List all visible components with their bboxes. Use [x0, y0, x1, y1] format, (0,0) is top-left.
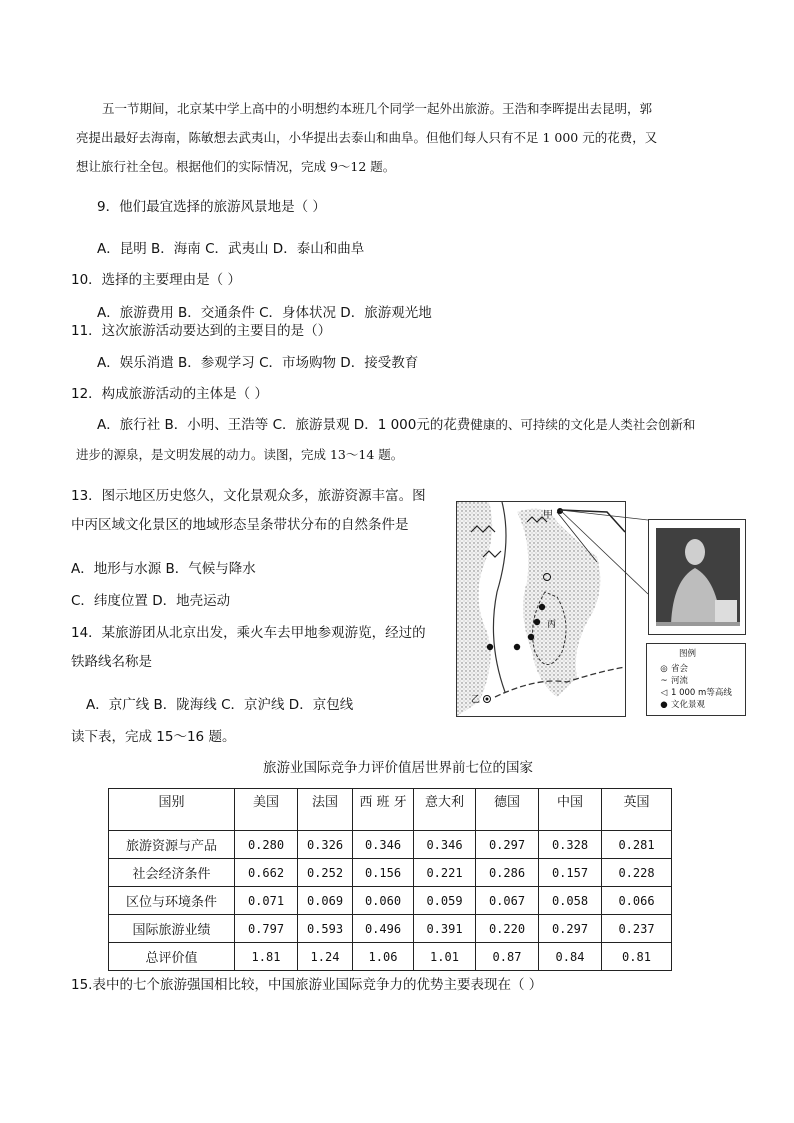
table-row-label: 社会经济条件: [109, 859, 235, 887]
question-9-stem: 9．他们最宜选择的旅游风景地是（ ）: [97, 199, 326, 215]
table-cell: 0.156: [353, 859, 414, 887]
table-cell: 0.059: [414, 887, 476, 915]
table-cell: 1.24: [298, 943, 353, 971]
table-cell: 0.662: [235, 859, 298, 887]
question-12-options-text: A．旅行社 B．小明、王浩等 C．旅游景观 D．1 000元的花费: [97, 417, 471, 433]
contour-icon: ◁: [660, 688, 668, 698]
table-cell: 0.84: [539, 943, 602, 971]
table-cell: 0.069: [298, 887, 353, 915]
table-row-label: 区位与环境条件: [109, 887, 235, 915]
river-icon: ~: [660, 676, 668, 686]
table-cell: 0.297: [539, 915, 602, 943]
table-cell: 1.81: [235, 943, 298, 971]
table-header-cell: 意大利: [414, 789, 476, 831]
cultural-site-icon: ●: [660, 700, 668, 710]
table-cell: 0.496: [353, 915, 414, 943]
question-14-stem-2: 铁路线名称是: [71, 654, 152, 670]
question-9-options: A．昆明 B．海南 C．武夷山 D．泰山和曲阜: [97, 241, 365, 257]
table-cell: 0.286: [476, 859, 539, 887]
question-13-stem-1: 13．图示地区历史悠久，文化景观众多，旅游资源丰富。图: [71, 488, 426, 504]
legend-label: 1 000 m等高线: [671, 688, 732, 698]
label-yi: 乙: [471, 695, 481, 705]
table-cell: 0.797: [235, 915, 298, 943]
question-11-options: A．娱乐消遣 B．参观学习 C．市场购物 D．接受教育: [97, 355, 419, 371]
table-row: [109, 887, 672, 915]
question-12-options: [97, 416, 695, 434]
callout-lines: [560, 508, 650, 598]
question-13-options-2: C．纬度位置 D．地壳运动: [71, 593, 231, 609]
legend-title: 图例: [679, 649, 697, 659]
table-cell: 0.060: [353, 887, 414, 915]
table-cell: 0.220: [476, 915, 539, 943]
table-cell: 0.067: [476, 887, 539, 915]
table-cell: 0.391: [414, 915, 476, 943]
buddha-statue-icon: [649, 520, 745, 634]
table-row: [109, 943, 672, 971]
legend-item: [657, 662, 688, 674]
table-header-cell: 德国: [476, 789, 539, 831]
table-row-label: 旅游资源与产品: [109, 831, 235, 859]
table-cell: 0.346: [414, 831, 476, 859]
table-header-row: [109, 789, 672, 831]
legend-label: 省会: [671, 664, 689, 674]
table-row-label: 总评价值: [109, 943, 235, 971]
table-cell: 0.071: [235, 887, 298, 915]
table-cell: 0.221: [414, 859, 476, 887]
legend-item: [657, 698, 705, 710]
question-11-stem: 11．这次旅游活动要达到的主要目的是（）: [71, 323, 332, 339]
question-13-stem-2: 中丙区域文化景区的地域形态呈条带状分布的自然条件是: [71, 517, 409, 533]
question-14-options: A．京广线 B．陇海线 C．京沪线 D．京包线: [86, 697, 354, 713]
table-row-label: 国际旅游业绩: [109, 915, 235, 943]
label-jia: 甲: [543, 510, 553, 521]
question-15-stem: 15.表中的七个旅游强国相比较，中国旅游业国际竞争力的优势主要表现在（ ）: [71, 977, 543, 993]
table-cell: 0.237: [602, 915, 672, 943]
table-cell: 0.81: [602, 943, 672, 971]
passage-culture-line-2: 进步的源泉，是文明发展的动力。读图，完成 13～14 题。: [76, 447, 404, 462]
question-14-stem-1: 14．某旅游团从北京出发，乘火车去甲地参观游览，经过的: [71, 625, 426, 641]
table-cell: 0.593: [298, 915, 353, 943]
label-bing: 丙: [547, 620, 557, 630]
question-10-stem: 10．选择的主要理由是（ ）: [71, 272, 241, 288]
table-row: [109, 859, 672, 887]
legend-item: [657, 674, 688, 686]
intro-line-1: 五一节期间，北京某中学上高中的小明想约本班几个同学一起外出旅游。王浩和李晖提出去昆明，郭: [102, 101, 653, 116]
legend-label: 河流: [671, 676, 689, 686]
table-header-cell: 国别: [109, 789, 235, 831]
table-cell: 0.058: [539, 887, 602, 915]
table-row: [109, 915, 672, 943]
table-intro: 读下表，完成 15～16 题。: [71, 729, 236, 745]
question-12-stem: 12．构成旅游活动的主体是（ ）: [71, 386, 268, 402]
table-cell: 0.066: [602, 887, 672, 915]
table-cell: 0.297: [476, 831, 539, 859]
competitiveness-table: [108, 788, 672, 971]
intro-line-2: 亮提出最好去海南，陈敏想去武夷山，小华提出去泰山和曲阜。但他们每人只有不足 1 000 元的花费，又: [76, 130, 658, 145]
table-header-cell: 西 班 牙: [353, 789, 414, 831]
table-cell: 0.157: [539, 859, 602, 887]
table-cell: 0.87: [476, 943, 539, 971]
question-13-options-1: A．地形与水源 B．气候与降水: [71, 561, 256, 577]
cultural-site-photo: [648, 519, 746, 635]
table-cell: 1.06: [353, 943, 414, 971]
map-legend: [646, 643, 746, 716]
table-header-cell: 中国: [539, 789, 602, 831]
table-cell: 1.01: [414, 943, 476, 971]
passage-culture-line-1: 健康的、可持续的文化是人类社会创新和: [470, 417, 696, 432]
table-cell: 0.346: [353, 831, 414, 859]
table-row: [109, 831, 672, 859]
question-10-options: A．旅游费用 B．交通条件 C．身体状况 D．旅游观光地: [97, 305, 432, 321]
table-cell: 0.228: [602, 859, 672, 887]
table-cell: 0.252: [298, 859, 353, 887]
table-header-cell: 美国: [235, 789, 298, 831]
table-cell: 0.326: [298, 831, 353, 859]
table-header-cell: 法国: [298, 789, 353, 831]
legend-item: [657, 686, 732, 698]
table-cell: 0.281: [602, 831, 672, 859]
legend-label: 文化景观: [671, 700, 706, 710]
table-cell: 0.280: [235, 831, 298, 859]
table-cell: 0.328: [539, 831, 602, 859]
table-header-cell: 英国: [602, 789, 672, 831]
capital-icon: ◎: [660, 664, 668, 674]
intro-line-3: 想让旅行社全包。根据他们的实际情况，完成 9～12 题。: [76, 159, 396, 174]
table-title: 旅游业国际竞争力评价值居世界前七位的国家: [263, 760, 533, 776]
